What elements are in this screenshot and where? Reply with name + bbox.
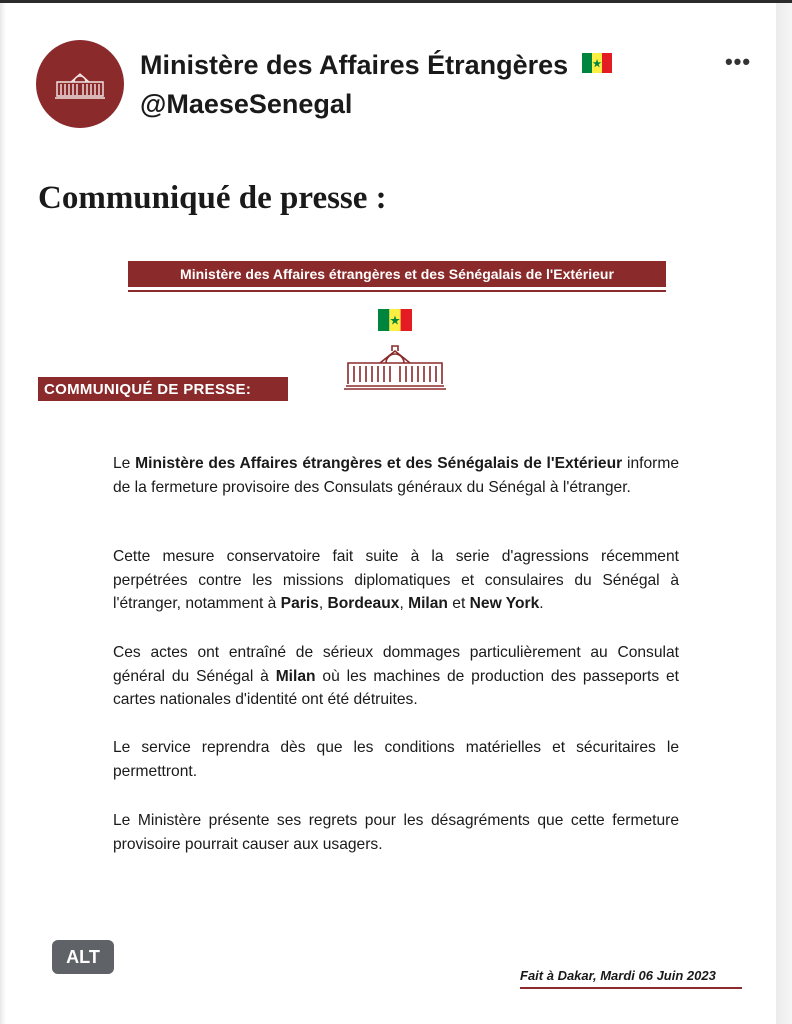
account-handle[interactable]: @MaeseSenegal [140, 89, 353, 119]
ministry-banner: Ministère des Affaires étrangères et des Sénégalais de l'Extérieur [128, 261, 666, 287]
page-title: Communiqué de presse : [38, 180, 387, 216]
ministry-building-icon [342, 343, 448, 391]
p2-text-5: . [539, 595, 544, 612]
p2-text-4: et [447, 595, 470, 612]
banner-underline [128, 290, 666, 292]
paragraph-4: Le service reprendra dès que les conditions matérielles et sécuritaires le permettront. [113, 739, 679, 780]
account-name[interactable] [140, 50, 612, 81]
senegal-flag-icon [378, 309, 412, 331]
p2-bold-milan: Milan [408, 595, 448, 612]
frame-left-shade [0, 3, 6, 1024]
senegal-flag-icon [582, 53, 612, 73]
paragraph-3 [113, 641, 679, 712]
more-options-icon[interactable]: ••• [724, 49, 752, 74]
p2-bold-paris: Paris [280, 595, 319, 612]
p1-bold-ministry: Ministère des Affaires étrangères et des Sénégalais de l'Extérieur [135, 455, 623, 472]
frame-right-edge [776, 3, 792, 1024]
p3-bold-milan: Milan [275, 667, 316, 685]
p2-text-1: Cette mesure conservatoire fait suite à la serie d'agressions récemment perpétrées contre les missions diplomatiques et consulaires du Sénégal à l'étranger, notamment à [113, 548, 679, 612]
p1-text-1: Le [113, 455, 136, 472]
signature-underline [520, 987, 742, 989]
p1-text-2: informe de la fermeture provisoire des Consulats généraux du Sénégal à l'étranger. [113, 455, 679, 496]
account-name-text: Ministère des Affaires Étrangères [140, 50, 569, 80]
p2-text-3: , [399, 595, 409, 612]
paragraph-1 [113, 452, 679, 499]
paragraph-2 [113, 545, 679, 616]
paragraph-5: Le Ministère présente ses regrets pour les désagréments que cette fermeture provisoire pourrait causer aux usagers. [113, 812, 679, 853]
p2-bold-bordeaux: Bordeaux [327, 595, 400, 612]
p2-bold-new-york: New York [469, 595, 540, 612]
p3-text-1: Ces actes ont entraîné de sérieux dommages particulièrement au Consulat général du Sénégal à [113, 644, 679, 685]
p2-text-2: , [318, 595, 328, 612]
ministry-building-icon [51, 68, 109, 100]
press-release-tag: COMMUNIQUÉ DE PRESSE: [38, 377, 288, 401]
p3-text-2: où les machines de production des passeports et cartes nationales d'identité ont été détruites. [113, 667, 679, 708]
alt-text-button[interactable]: ALT [52, 940, 114, 974]
signature-date: Fait à Dakar, Mardi 06 Juin 2023 [520, 968, 716, 983]
avatar[interactable] [36, 40, 124, 128]
frame-top-border [0, 0, 792, 3]
